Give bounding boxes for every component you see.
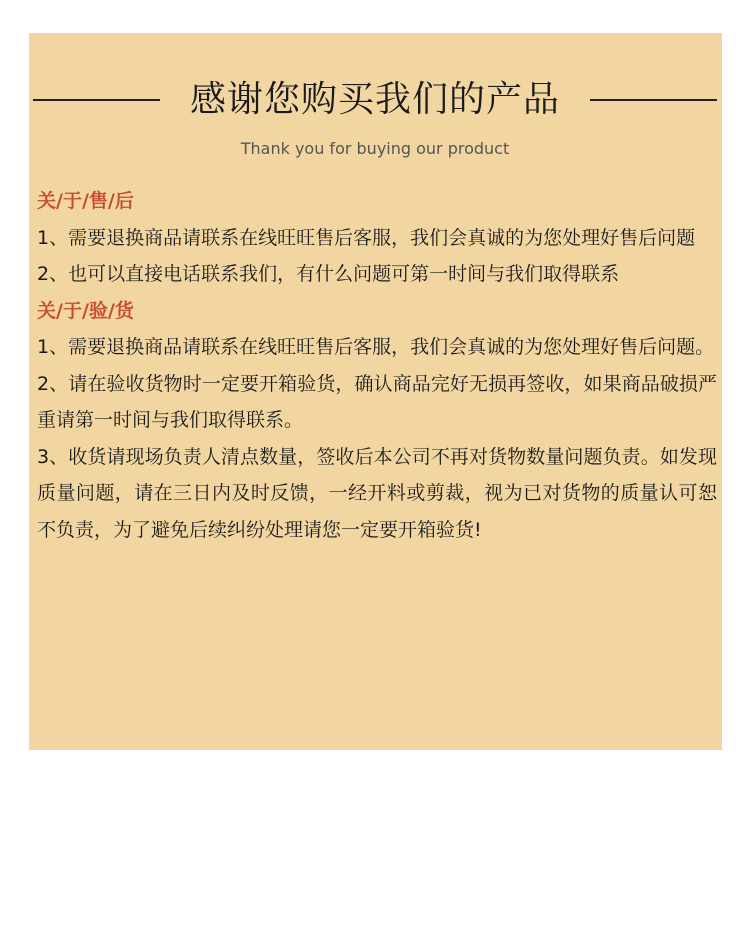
list-item: 1、需要退换商品请联系在线旺旺售后客服，我们会真诚的为您处理好售后问题 (37, 226, 696, 249)
section-heading: 关/于/验/货 (37, 299, 134, 322)
section-inspection (37, 293, 717, 549)
section-heading: 关/于/售/后 (37, 190, 134, 212)
title-row (0, 72, 750, 128)
section-after-sales (37, 183, 717, 293)
title-divider-right (590, 99, 717, 101)
list-item: 2、也可以直接电话联系我们，有什么问题可第一时间与我们取得联系 (37, 263, 620, 285)
list-item: 2、请在验收货物时一定要开箱验货，确认商品完好无损再签收，如果商品破损严重请第一时间与我们取得联系。 (37, 372, 717, 431)
list-item: 3、收货请现场负责人清点数量，签收后本公司不再对货物数量问题负责。如发现质量问题，请在三日内及时反馈，一经开料或剪裁，视为已对货物的质量认可恕不负责，为了避免后续纠纷处理请您一定要开箱验货! (37, 445, 717, 541)
page-subtitle: Thank you for buying our product (240, 139, 510, 158)
list-item: 1、需要退换商品请联系在线旺旺售后客服，我们会真诚的为您处理好售后问题。 (37, 336, 715, 358)
page-title: 感谢您购买我们的产品 (189, 79, 560, 120)
notice-content (37, 183, 717, 548)
title-divider-left (33, 99, 160, 101)
